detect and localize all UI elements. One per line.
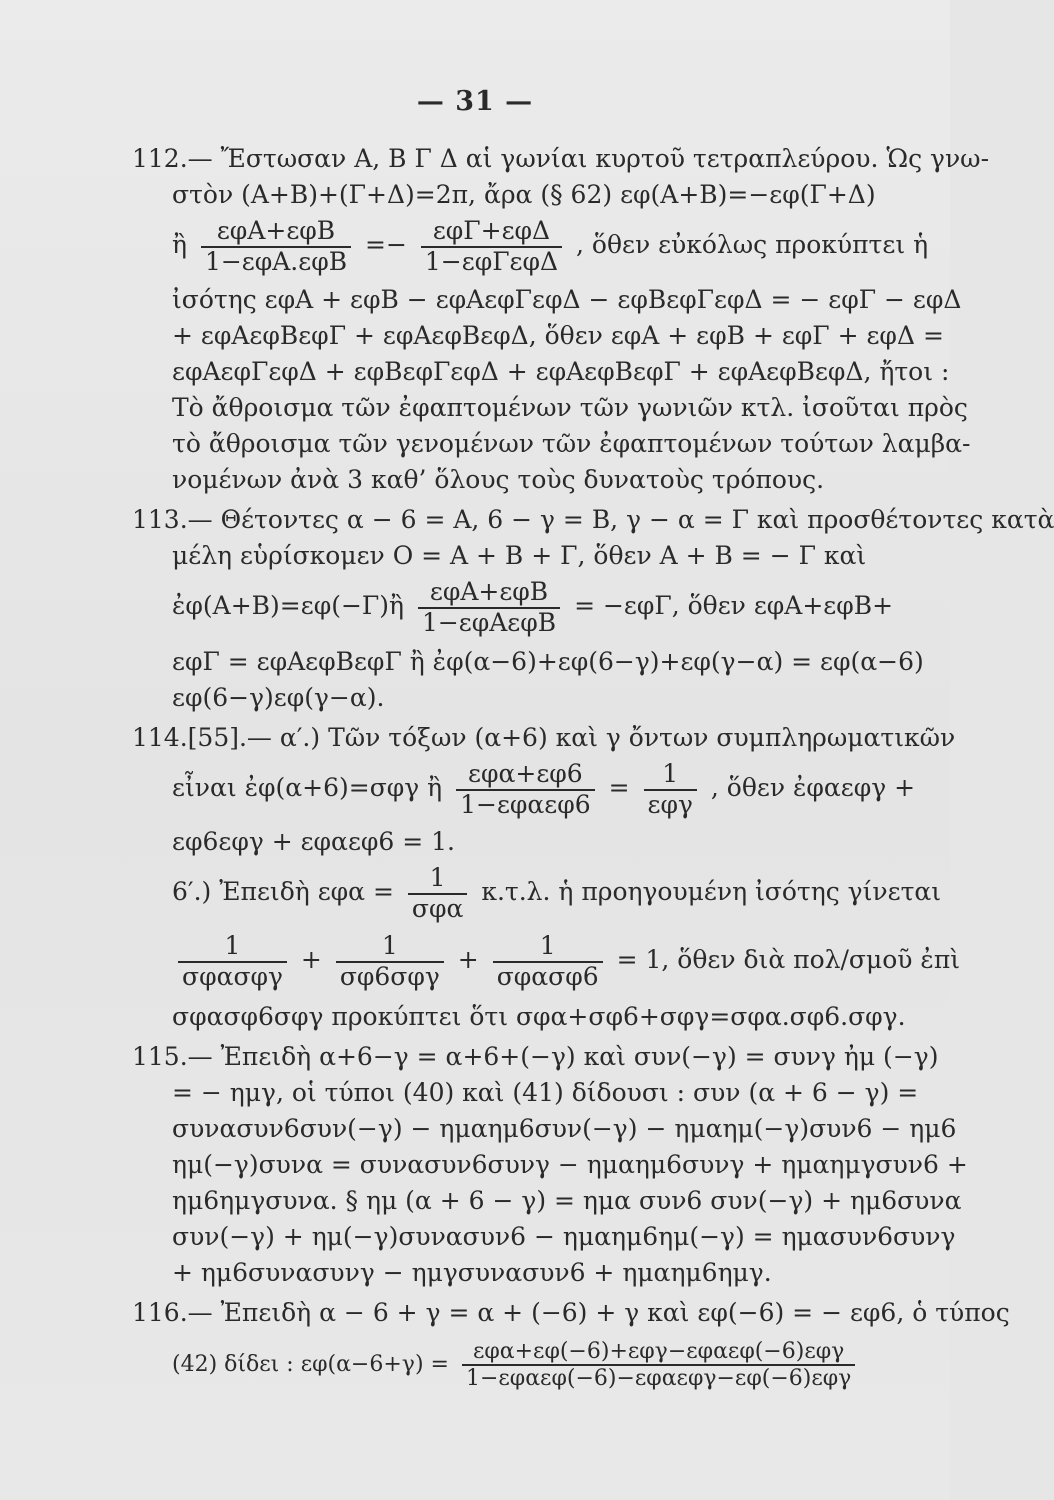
fraction-numerator: 1 — [408, 864, 467, 895]
fraction-denominator: σφα — [411, 893, 464, 923]
fraction-numerator: εφΑ+εφΒ — [418, 578, 560, 609]
text-line: ημ(−γ)συνα = συνασυν6συνγ − ημαημ6συνγ + ημαημγσυν6 + — [172, 1150, 968, 1179]
fraction — [418, 578, 560, 638]
text-line: + ημ6συνασυνγ − ημγσυνασυν6 + ημαημ6ημγ. — [172, 1258, 772, 1287]
text-line: εφ6εφγ + εφαεφ6 = 1. — [172, 827, 455, 856]
fraction-numerator: εφα+εφ(−6)+εφγ−εφαεφ(−6)εφγ — [462, 1339, 855, 1366]
equation-line — [172, 757, 916, 819]
fraction-numerator: 1 — [493, 932, 603, 963]
fraction-numerator: εφΓ+εφΔ — [421, 217, 562, 248]
text-line: εφΓ = εφΑεφΒεφΓ ἢ ἐφ(α−6)+εφ(6−γ)+εφ(γ−α) = εφ(α−6) — [172, 647, 924, 676]
text-fragment: + — [457, 945, 479, 974]
fraction-denominator: 1−εφΑεφΒ — [421, 607, 557, 637]
fraction — [421, 217, 562, 277]
text-fragment: κ.τ.λ. ἡ προηγουμένη ἰσότης γίνεται — [481, 877, 942, 906]
text-line: 114.[55].— α′.) Τῶν τόξων (α+6) καὶ γ ὄντων συμπληρωματικῶν — [132, 723, 956, 752]
fraction-denominator: σφ6σφγ — [339, 961, 440, 991]
text-line: εφ(6−γ)εφ(γ−α). — [172, 683, 385, 712]
equation-line — [172, 575, 900, 637]
text-line: νομένων ἀνὰ 3 καθ’ ὅλους τοὺς δυνατοὺς τρόπους. — [172, 465, 825, 494]
text-fragment: (42) δίδει : εφ(α−6+γ) = — [172, 1352, 449, 1377]
text-line: συνασυν6συν(−γ) − ημαημ6συν(−γ) − ημαημ(−γ)συν6 − ημ6 — [172, 1114, 957, 1143]
equation-line — [172, 861, 942, 923]
fraction-numerator: εφα+εφ6 — [456, 760, 595, 791]
text-line: + εφΑεφΒεφΓ + εφΑεφΒεφΔ, ὅθεν εφΑ + εφΒ + εφΓ + εφΔ = — [172, 321, 944, 350]
text-line: εφΑεφΓεφΔ + εφΒεφΓεφΔ + εφΑεφΒεφΓ + εφΑεφΒεφΔ, ἤτοι : — [172, 357, 950, 386]
text-line: μέλη εὑρίσκομεν Ο = Α + Β + Γ, ὅθεν Α + Β = − Γ καὶ — [172, 541, 867, 570]
fraction-denominator: σφασφγ — [182, 961, 283, 991]
text-line: 115.— Ἐπειδὴ α+6−γ = α+6+(−γ) καὶ συν(−γ) = συνγ ἠμ (−γ) — [132, 1042, 939, 1071]
page-number: — 31 — — [416, 86, 534, 117]
fraction-denominator: 1−εφΑ.εφΒ — [204, 246, 348, 276]
fraction — [456, 760, 595, 820]
equation-line — [172, 214, 929, 276]
fraction-denominator: εφγ — [647, 789, 693, 819]
fraction — [408, 864, 467, 924]
fraction — [178, 932, 287, 992]
fraction-denominator: 1−εφΓεφΔ — [424, 246, 559, 276]
text-fragment: ἢ — [172, 230, 187, 259]
text-line: σφασφ6σφγ προκύπτει ὅτι σφα+σφ6+σφγ=σφα.σφ6.σφγ. — [172, 1002, 906, 1031]
fraction-numerator: εφΑ+εφΒ — [201, 217, 351, 248]
fraction-denominator: 1−εφαεφ(−6)−εφαεφγ−εφ(−6)εφγ — [465, 1366, 852, 1391]
text-fragment: , ὅθεν εὐκόλως προκύπτει ἡ — [576, 230, 929, 259]
text-line: 116.— Ἐπειδὴ α − 6 + γ = α + (−6) + γ καὶ εφ(−6) = − εφ6, ὁ τύπος — [132, 1298, 1010, 1327]
equation-line — [172, 1330, 900, 1400]
fraction-numerator: 1 — [178, 932, 287, 963]
text-fragment: = −εφΓ, ὅθεν εφΑ+εφΒ+ — [574, 591, 894, 620]
text-fragment: ἐφ(Α+Β)=εφ(−Γ)ἢ — [172, 591, 404, 620]
text-fragment: + — [300, 945, 322, 974]
text-line: = − ημγ, οἱ τύποι (40) καὶ (41) δίδουσι : συν (α + 6 − γ) = — [172, 1078, 919, 1107]
text-fragment: = — [608, 773, 630, 802]
text-line: ἰσότης εφΑ + εφΒ − εφΑεφΓεφΔ − εφΒεφΓεφΔ = − εφΓ − εφΔ — [172, 285, 962, 314]
text-fragment: 6′.) Ἐπειδὴ εφα = — [172, 877, 394, 906]
text-fragment: εἶναι ἐφ(α+6)=σφγ ἢ — [172, 773, 443, 802]
fraction — [644, 760, 697, 820]
fraction — [462, 1339, 855, 1392]
fraction-denominator: 1−εφαεφ6 — [460, 789, 591, 819]
fraction — [493, 932, 603, 992]
fraction-denominator: σφασφ6 — [496, 961, 599, 991]
text-line: 113.— Θέτοντες α − 6 = Α, 6 − γ = Β, γ − α = Γ καὶ προσθέτοντες κατὰ — [132, 505, 1054, 534]
text-line: Τὸ ἄθροισμα τῶν ἐφαπτομένων τῶν γωνιῶν κτλ. ἰσοῦται πρὸς — [172, 393, 968, 422]
text-line: συν(−γ) + ημ(−γ)συνασυν6 − ημαημ6ημ(−γ) = ημασυν6συνγ — [172, 1222, 956, 1251]
text-fragment: =− — [365, 230, 407, 259]
fraction-numerator: 1 — [336, 932, 444, 963]
text-fragment: , ὅθεν ἐφαεφγ + — [710, 773, 916, 802]
fraction — [336, 932, 444, 992]
text-fragment: = 1, ὅθεν διὰ πολ/σμοῦ ἐπὶ — [616, 945, 961, 974]
text-line: τὸ ἄθροισμα τῶν γενομένων τῶν ἐφαπτομένων τούτων λαμβα- — [172, 429, 971, 458]
fraction — [201, 217, 351, 277]
fraction-numerator: 1 — [644, 760, 697, 791]
equation-line — [172, 929, 961, 991]
text-line: 112.— Ἔστωσαν Α, Β Γ Δ αἱ γωνίαι κυρτοῦ τετραπλεύρου. Ὡς γνω- — [132, 144, 990, 173]
text-line: ημ6ημγσυνα. § ημ (α + 6 − γ) = ημα συν6 συν(−γ) + ημ6συνα — [172, 1186, 962, 1215]
text-line: στὸν (Α+Β)+(Γ+Δ)=2π, ἄρα (§ 62) εφ(Α+Β)=−εφ(Γ+Δ) — [172, 180, 876, 209]
